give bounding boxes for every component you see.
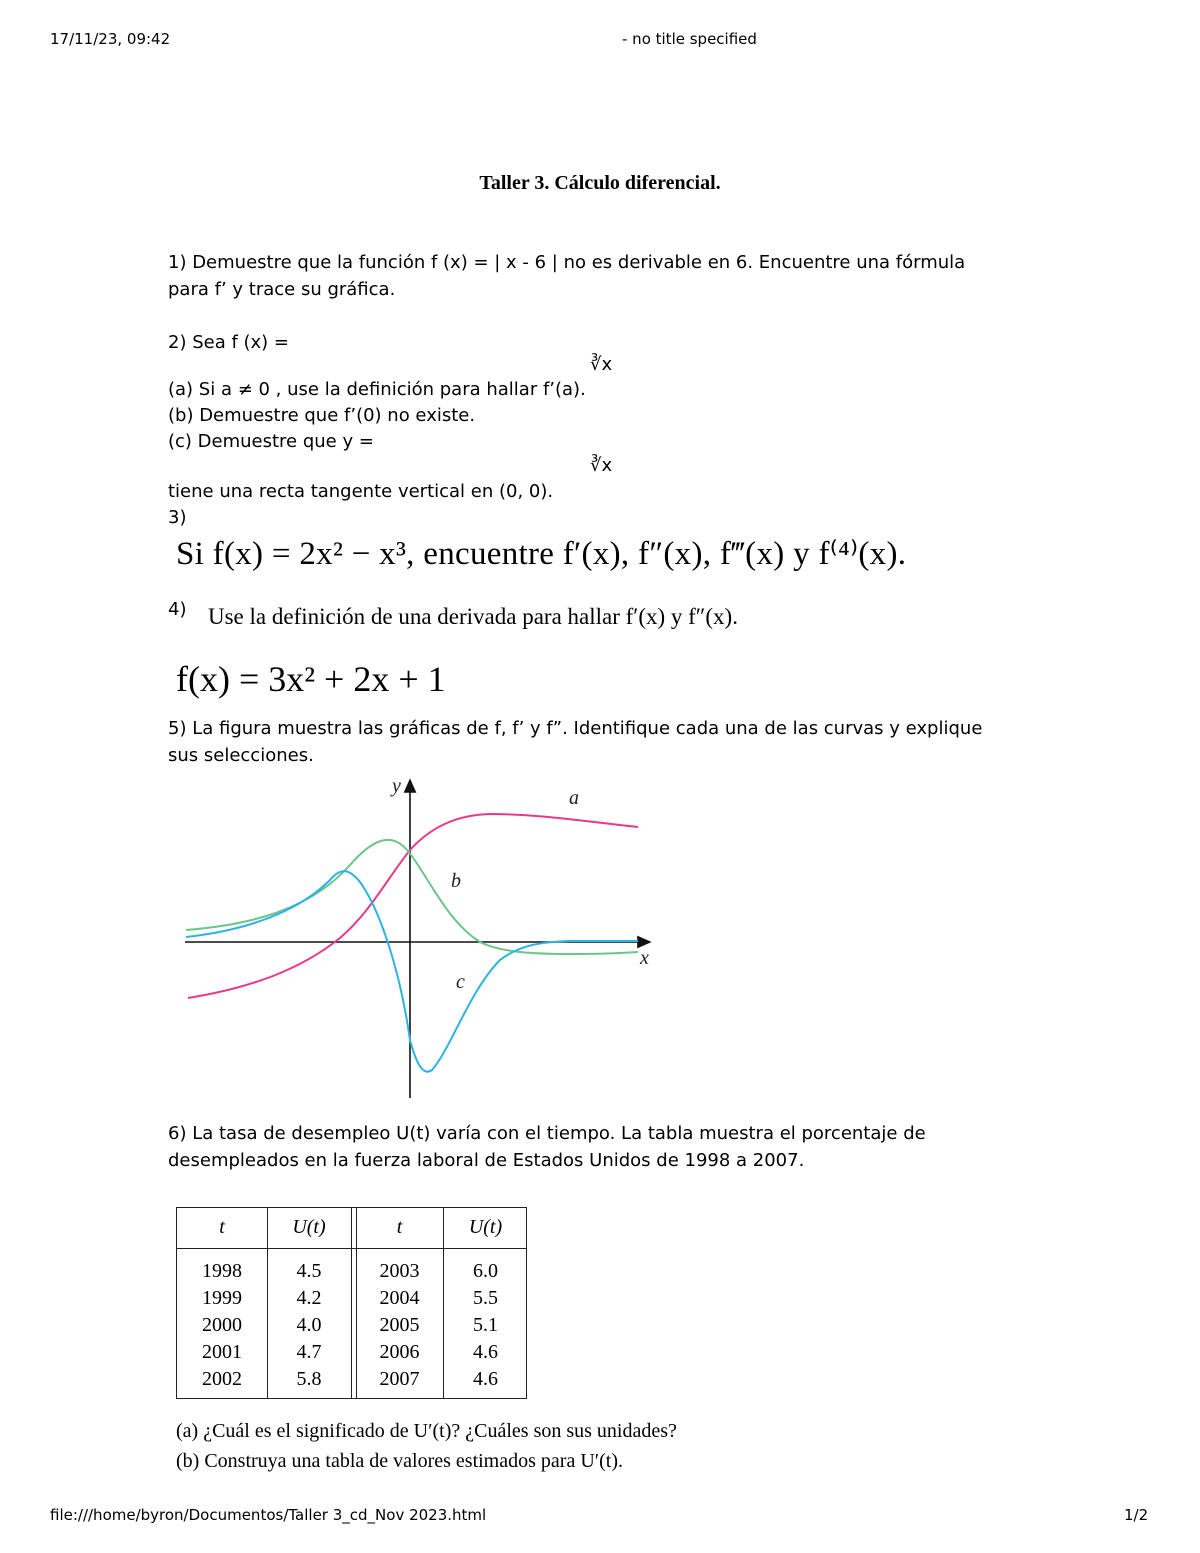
q3-statement: Si f(x) = 2x² − x³, encuentre f′(x), f″(x), f‴(x) y f⁽⁴⁾(x). bbox=[176, 536, 907, 572]
q5-line1: 5) La figura muestra las gráficas de f, f’ y f”. Identifique cada una de las curvas y explique bbox=[168, 718, 983, 739]
table-cell: 4.5 bbox=[296, 1260, 322, 1282]
curve-a-label: a bbox=[569, 787, 579, 809]
curve-b bbox=[186, 840, 638, 954]
q2-part-c-end: tiene una recta tangente vertical en (0, 0). bbox=[168, 481, 554, 502]
x-axis-label: x bbox=[640, 947, 649, 969]
table-cell: 2002 bbox=[202, 1368, 242, 1390]
table-cell: 2003 bbox=[379, 1260, 420, 1282]
document-title: Taller 3. Cálculo diferencial. bbox=[479, 172, 721, 194]
y-axis-label: y bbox=[392, 775, 401, 797]
table-col-rate-2 bbox=[443, 1258, 528, 1393]
table-header-t-2: t bbox=[396, 1216, 403, 1238]
print-datetime: 17/11/23, 09:42 bbox=[50, 30, 171, 48]
table-cell: 1999 bbox=[202, 1287, 242, 1309]
q2-part-c: (c) Demuestre que y = bbox=[168, 431, 374, 452]
curve-b-label: b bbox=[451, 870, 461, 892]
table-col-rate-1 bbox=[267, 1258, 351, 1393]
q5-line2: sus selecciones. bbox=[168, 745, 314, 766]
table-cell: 6.0 bbox=[473, 1260, 498, 1282]
unemployment-table bbox=[176, 1207, 527, 1399]
print-page-number: 1/2 bbox=[1124, 1506, 1149, 1524]
curve-a bbox=[188, 814, 638, 998]
table-cell: 4.6 bbox=[473, 1368, 498, 1390]
curve-c bbox=[186, 871, 638, 1072]
q3-number: 3) bbox=[168, 507, 187, 528]
table-cell: 2006 bbox=[379, 1341, 420, 1363]
q6-part-a: (a) ¿Cuál es el significado de U′(t)? ¿Cuáles son sus unidades? bbox=[176, 1420, 677, 1442]
q2-part-a: (a) Si a ≠ 0 , use la definición para hallar f’(a). bbox=[168, 379, 586, 400]
table-cell: 2007 bbox=[379, 1368, 420, 1390]
table-header-u: U(t) bbox=[292, 1216, 326, 1238]
q6-line1: 6) La tasa de desempleo U(t) varía con el tiempo. La tabla muestra el porcentaje de bbox=[168, 1123, 926, 1144]
table-header-t: t bbox=[219, 1216, 225, 1238]
q4-number: 4) bbox=[168, 599, 187, 620]
table-cell: 5.1 bbox=[473, 1314, 498, 1336]
table-cell: 4.6 bbox=[473, 1341, 498, 1363]
table-cell: 2001 bbox=[202, 1341, 242, 1363]
q4-statement: Use la definición de una derivada para hallar f′(x) y f″(x). bbox=[208, 604, 738, 629]
q2-intro: 2) Sea f (x) = bbox=[168, 332, 290, 353]
table-header-u-2: U(t) bbox=[468, 1216, 503, 1238]
print-page-title: - no title specified bbox=[622, 30, 757, 48]
table-cell: 2005 bbox=[379, 1314, 420, 1336]
table-cell: 2000 bbox=[202, 1314, 242, 1336]
table-col-year-1 bbox=[177, 1258, 267, 1393]
function-graphs-figure bbox=[170, 770, 670, 1105]
q6-part-b: (b) Construya una tabla de valores estimados para U′(t). bbox=[176, 1450, 624, 1472]
table-col-year-2 bbox=[356, 1258, 443, 1393]
q6-line2: desempleados en la fuerza laboral de Estados Unidos de 1998 a 2007. bbox=[168, 1150, 805, 1171]
table-cell: 4.7 bbox=[296, 1341, 322, 1363]
table-cell: 5.8 bbox=[296, 1368, 322, 1390]
q1-line2: para f’ y trace su gráfica. bbox=[168, 279, 396, 300]
q2-cube-root-2: ∛x bbox=[590, 455, 613, 476]
q2-cube-root: ∛x bbox=[590, 354, 613, 375]
q4-formula: f(x) = 3x² + 2x + 1 bbox=[176, 659, 446, 699]
table-cell: 4.0 bbox=[296, 1314, 322, 1336]
table-cell: 4.2 bbox=[296, 1287, 322, 1309]
q2-part-b: (b) Demuestre que f’(0) no existe. bbox=[168, 405, 476, 426]
table-cell: 2004 bbox=[379, 1287, 420, 1309]
table-cell: 1998 bbox=[202, 1260, 242, 1282]
print-file-path: file:///home/byron/Documentos/Taller 3_cd_Nov 2023.html bbox=[50, 1506, 487, 1524]
curve-c-label: c bbox=[456, 971, 465, 993]
table-cell: 5.5 bbox=[473, 1287, 498, 1309]
q1-line1: 1) Demuestre que la función f (x) = | x - 6 | no es derivable en 6. Encuentre una fórmula bbox=[168, 252, 966, 273]
